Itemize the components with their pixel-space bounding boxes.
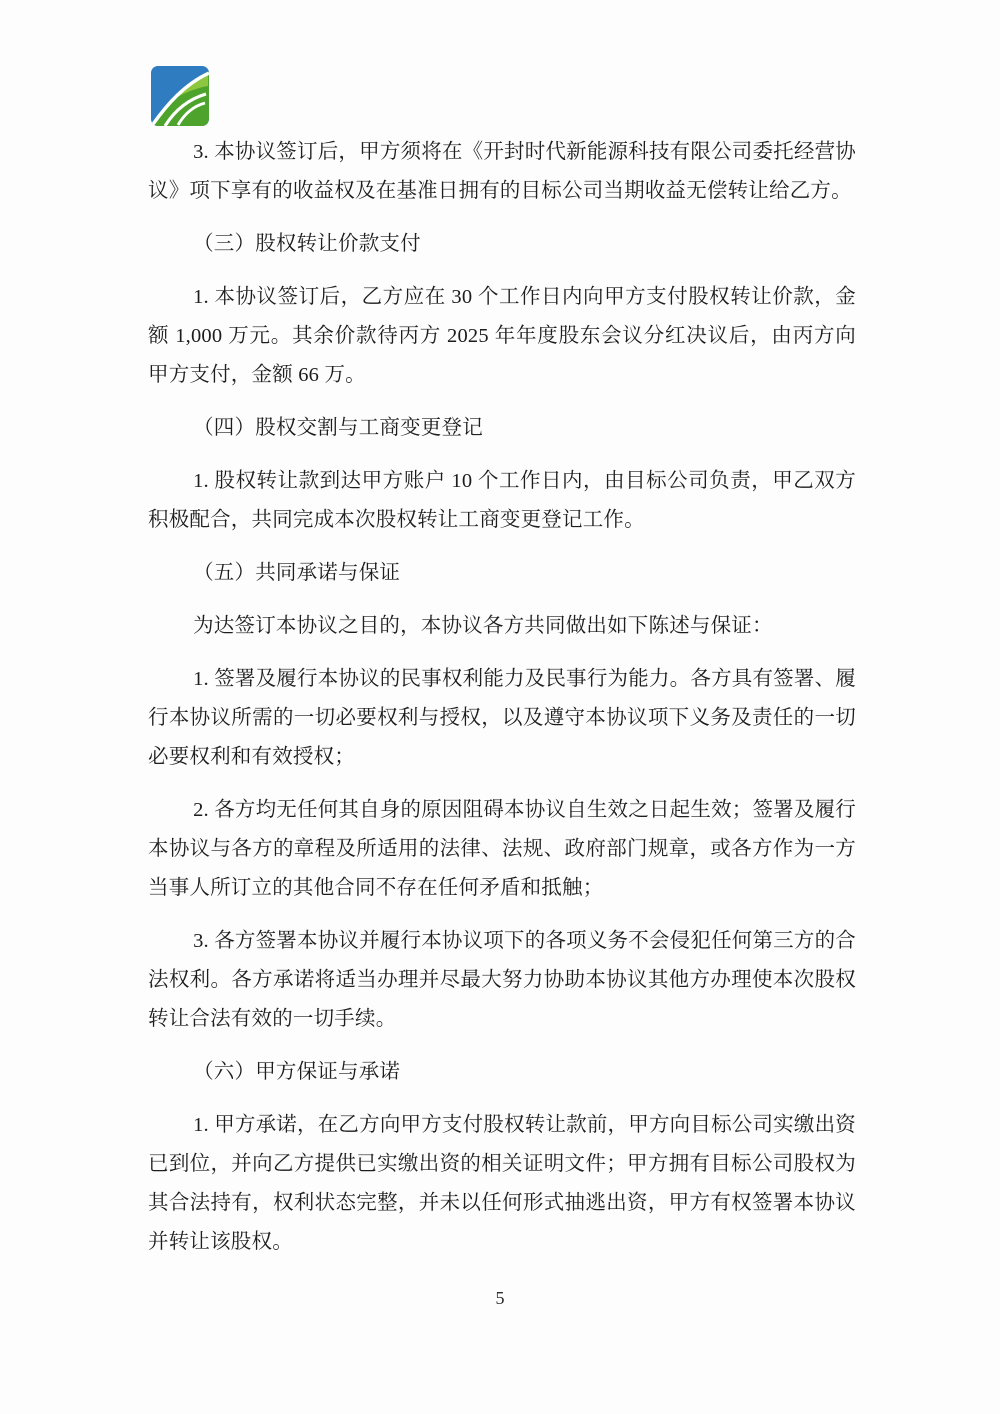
company-logo-icon (151, 66, 209, 126)
paragraph: 2. 各方均无任何其自身的原因阻碍本协议自生效之日起生效；签署及履行本协议与各方的章程及所适用的法律、法规、政府部门规章，或各方作为一方当事人所订立的其他合同不存在任何矛盾和抵触； (148, 799, 856, 899)
paragraph: 3. 各方签署本协议并履行本协议项下的各项义务不会侵犯任何第三方的合法权利。各方承诺将适当办理并尽最大努力协助本协议其他方办理使本次股权转让合法有效的一切手续。 (148, 930, 856, 1030)
document-body (148, 133, 856, 1276)
section-heading: （四）股权交割与工商变更登记 (193, 417, 483, 439)
paragraph: 1. 签署及履行本协议的民事权利能力及民事行为能力。各方具有签署、履行本协议所需的一切必要权利与授权，以及遵守本协议项下义务及责任的一切必要权利和有效授权； (148, 668, 856, 768)
paragraph: 1. 甲方承诺，在乙方向甲方支付股权转让款前，甲方向目标公司实缴出资已到位，并向乙方提供已实缴出资的相关证明文件；甲方拥有目标公司股权为其合法持有，权利状态完整，并未以任何形式抽逃出资，甲方有权签署本协议并转让该股权。 (148, 1114, 856, 1253)
section-heading: （三）股权转让价款支付 (193, 233, 421, 255)
paragraph: 1. 股权转让款到达甲方账户 10 个工作日内，由目标公司负责，甲乙双方积极配合，共同完成本次股权转让工商变更登记工作。 (148, 470, 856, 531)
paragraph: 为达签订本协议之目的，本协议各方共同做出如下陈述与保证： (193, 615, 773, 637)
paragraph: 3. 本协议签订后，甲方须将在《开封时代新能源科技有限公司委托经营协议》项下享有的收益权及在基准日拥有的目标公司当期收益无偿转让给乙方。 (148, 141, 856, 202)
company-logo (151, 66, 209, 126)
page-number: 5 (495, 1288, 505, 1308)
paragraph: 1. 本协议签订后，乙方应在 30 个工作日内向甲方支付股权转让价款，金额 1,000 万元。其余价款待丙方 2025 年年度股东会议分红决议后，由丙方向甲方支付，金额 66 万。 (148, 286, 856, 386)
section-heading: （五）共同承诺与保证 (193, 562, 401, 584)
section-heading: （六）甲方保证与承诺 (193, 1061, 401, 1083)
